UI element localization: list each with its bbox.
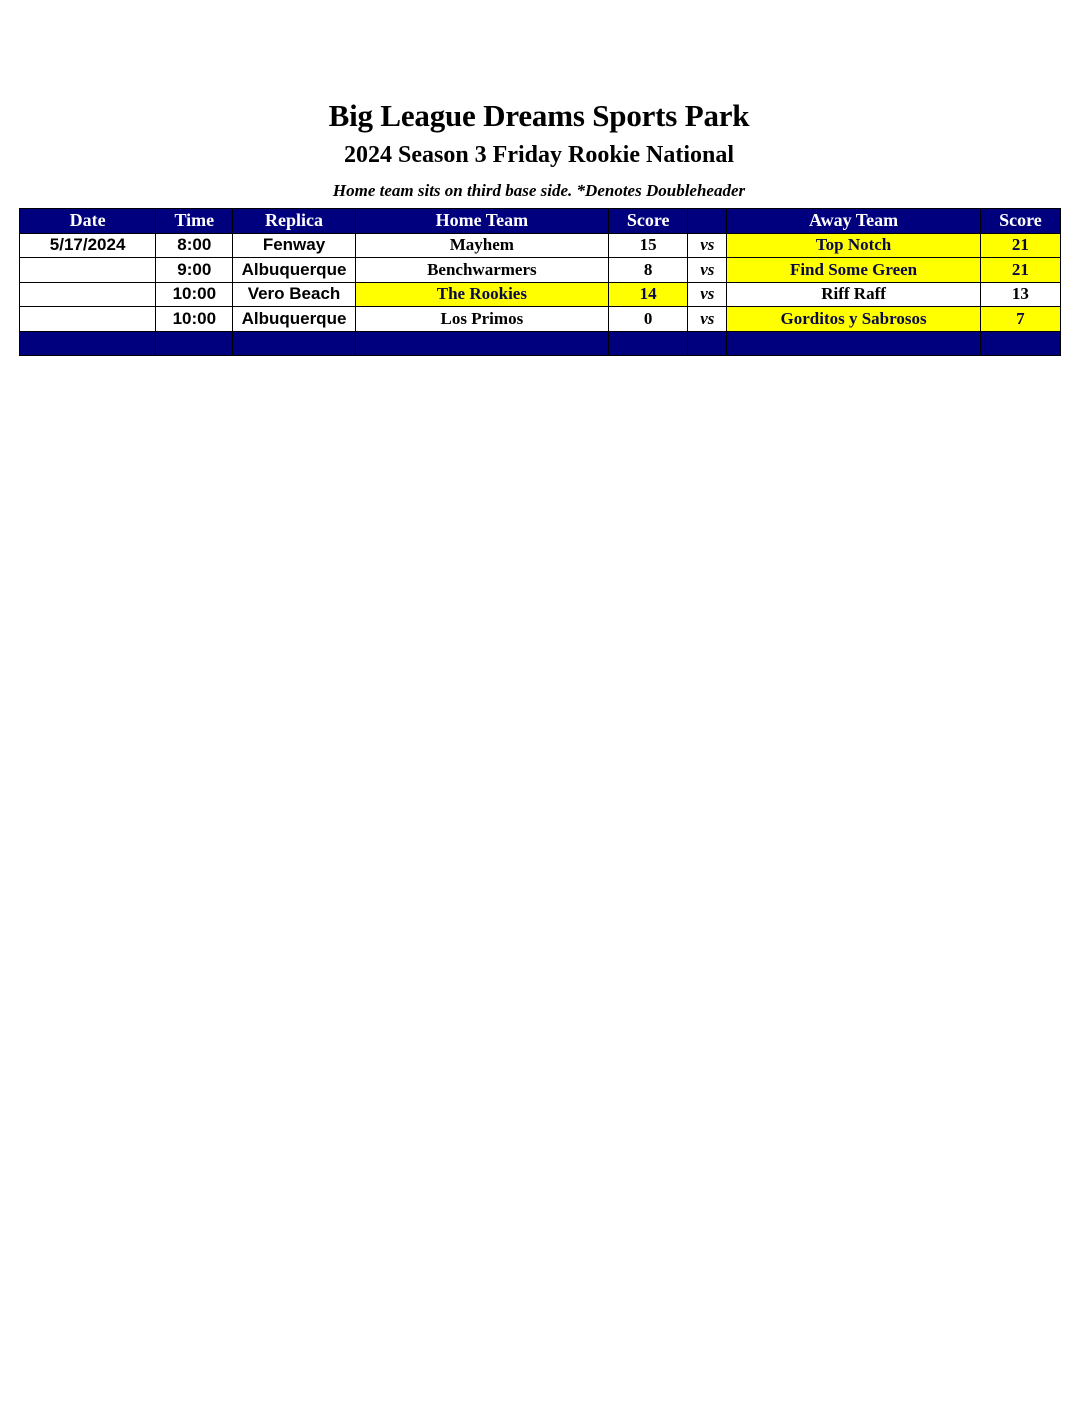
versus-label: vs bbox=[688, 233, 727, 258]
schedule-table bbox=[19, 208, 1061, 356]
column-header-away-team: Away Team bbox=[727, 209, 980, 234]
doubleheader-note: Home team sits on third base side. *Denotes Doubleheader bbox=[332, 181, 746, 200]
game-date bbox=[20, 307, 156, 332]
away-team: Top Notch bbox=[727, 233, 980, 258]
away-score: 7 bbox=[980, 307, 1060, 332]
column-header-away-score: Score bbox=[980, 209, 1060, 234]
footer-cell bbox=[355, 331, 608, 355]
home-score: 14 bbox=[609, 282, 688, 307]
footer-cell bbox=[156, 331, 233, 355]
footer-cell bbox=[727, 331, 980, 355]
game-date bbox=[20, 282, 156, 307]
versus-label: vs bbox=[688, 258, 727, 283]
footer-cell bbox=[609, 331, 688, 355]
home-score: 15 bbox=[609, 233, 688, 258]
away-team: Gorditos y Sabrosos bbox=[727, 307, 980, 332]
away-score: 13 bbox=[980, 282, 1060, 307]
away-score: 21 bbox=[980, 233, 1060, 258]
table-header-row bbox=[20, 209, 1061, 234]
column-header-date: Date bbox=[20, 209, 156, 234]
footer-cell bbox=[20, 331, 156, 355]
game-date: 5/17/2024 bbox=[20, 233, 156, 258]
game-time: 9:00 bbox=[156, 258, 233, 283]
column-header-home-team: Home Team bbox=[355, 209, 608, 234]
table-row bbox=[20, 282, 1061, 307]
game-time: 10:00 bbox=[156, 282, 233, 307]
footer-cell bbox=[233, 331, 355, 355]
home-team: Los Primos bbox=[355, 307, 608, 332]
home-team: Mayhem bbox=[355, 233, 608, 258]
game-time: 10:00 bbox=[156, 307, 233, 332]
game-date bbox=[20, 258, 156, 283]
footer-cell bbox=[980, 331, 1060, 355]
column-header-time: Time bbox=[156, 209, 233, 234]
column-header-replica: Replica bbox=[233, 209, 355, 234]
game-time: 8:00 bbox=[156, 233, 233, 258]
away-score: 21 bbox=[980, 258, 1060, 283]
column-header-vs bbox=[688, 209, 727, 234]
footer-cell bbox=[688, 331, 727, 355]
home-score: 8 bbox=[609, 258, 688, 283]
table-row bbox=[20, 258, 1061, 283]
table-row bbox=[20, 307, 1061, 332]
page-subtitle: 2024 Season 3 Friday Rookie National bbox=[343, 142, 735, 168]
column-header-home-score: Score bbox=[609, 209, 688, 234]
replica-field: Albuquerque bbox=[233, 307, 355, 332]
home-team: The Rookies bbox=[355, 282, 608, 307]
replica-field: Fenway bbox=[233, 233, 355, 258]
replica-field: Albuquerque bbox=[233, 258, 355, 283]
versus-label: vs bbox=[688, 307, 727, 332]
replica-field: Vero Beach bbox=[233, 282, 355, 307]
home-team: Benchwarmers bbox=[355, 258, 608, 283]
page-title: Big League Dreams Sports Park bbox=[328, 98, 750, 133]
away-team: Find Some Green bbox=[727, 258, 980, 283]
table-row bbox=[20, 233, 1061, 258]
versus-label: vs bbox=[688, 282, 727, 307]
table-footer-row bbox=[20, 331, 1061, 355]
home-score: 0 bbox=[609, 307, 688, 332]
away-team: Riff Raff bbox=[727, 282, 980, 307]
